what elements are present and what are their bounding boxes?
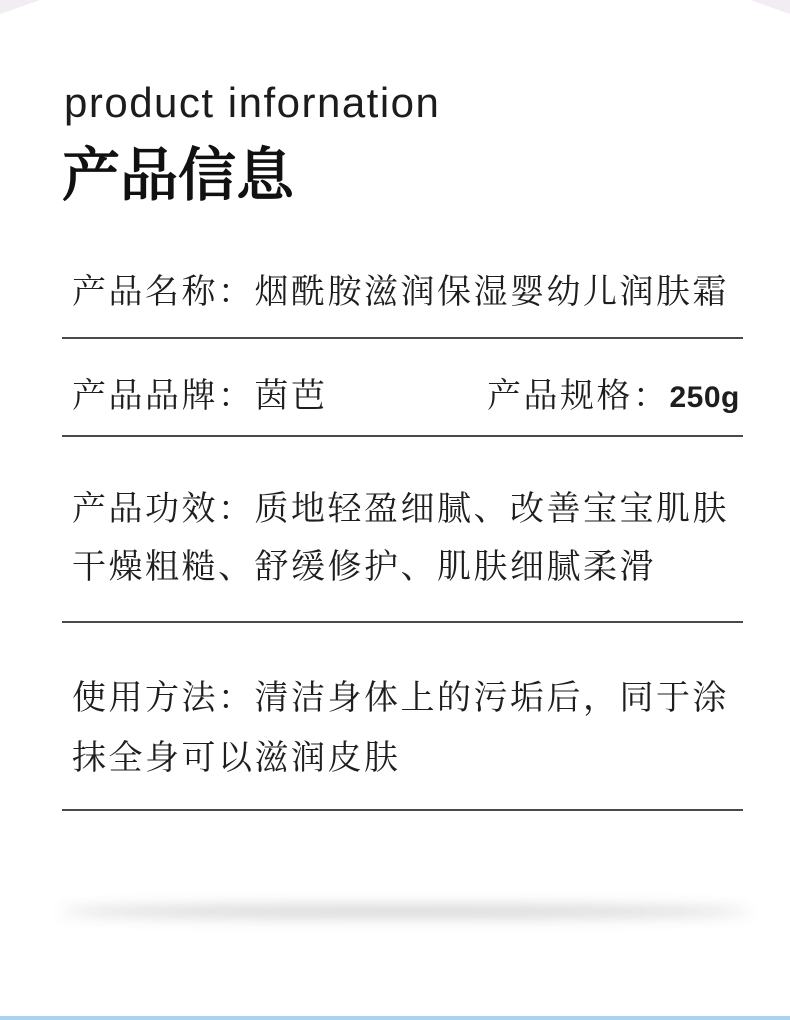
product-usage-row: [72, 668, 748, 788]
product-efficacy-line2: 干燥粗糙、舒缓修护、肌肤细腻柔滑: [72, 548, 656, 586]
next-section-edge: [0, 1016, 790, 1020]
product-brand-row: [72, 376, 748, 416]
divider: [62, 337, 743, 339]
product-usage-line1: 清洁身体上的污垢后，同于涂: [254, 679, 729, 717]
card-bottom-shadow: [60, 905, 750, 918]
divider: [62, 809, 743, 811]
product-spec-label: 产品规格：: [487, 377, 670, 415]
product-name-value: 烟酰胺滋润保湿婴幼儿润肤霜: [254, 273, 729, 311]
product-spec-group: [487, 376, 740, 418]
card-corner-left: [0, 0, 40, 14]
page-title-cn: 产品信息: [62, 143, 295, 208]
product-efficacy-label: 产品功效：: [72, 490, 255, 528]
product-spec-value: 250g: [669, 381, 740, 414]
product-name-label: 产品名称：: [72, 273, 255, 311]
page-subtitle-en: product infornation: [64, 79, 441, 126]
product-brand-value: 茵芭: [254, 377, 328, 415]
product-brand-label: 产品品牌：: [72, 377, 255, 415]
product-name-row: [72, 272, 748, 312]
divider: [62, 621, 743, 623]
card-corner-right: [750, 0, 790, 14]
product-efficacy-row: [72, 480, 748, 596]
product-efficacy-line1: 质地轻盈细腻、改善宝宝肌肤: [254, 490, 729, 528]
divider: [62, 435, 743, 437]
product-usage-label: 使用方法：: [72, 679, 255, 717]
product-usage-line2: 抹全身可以滋润皮肤: [72, 739, 401, 777]
